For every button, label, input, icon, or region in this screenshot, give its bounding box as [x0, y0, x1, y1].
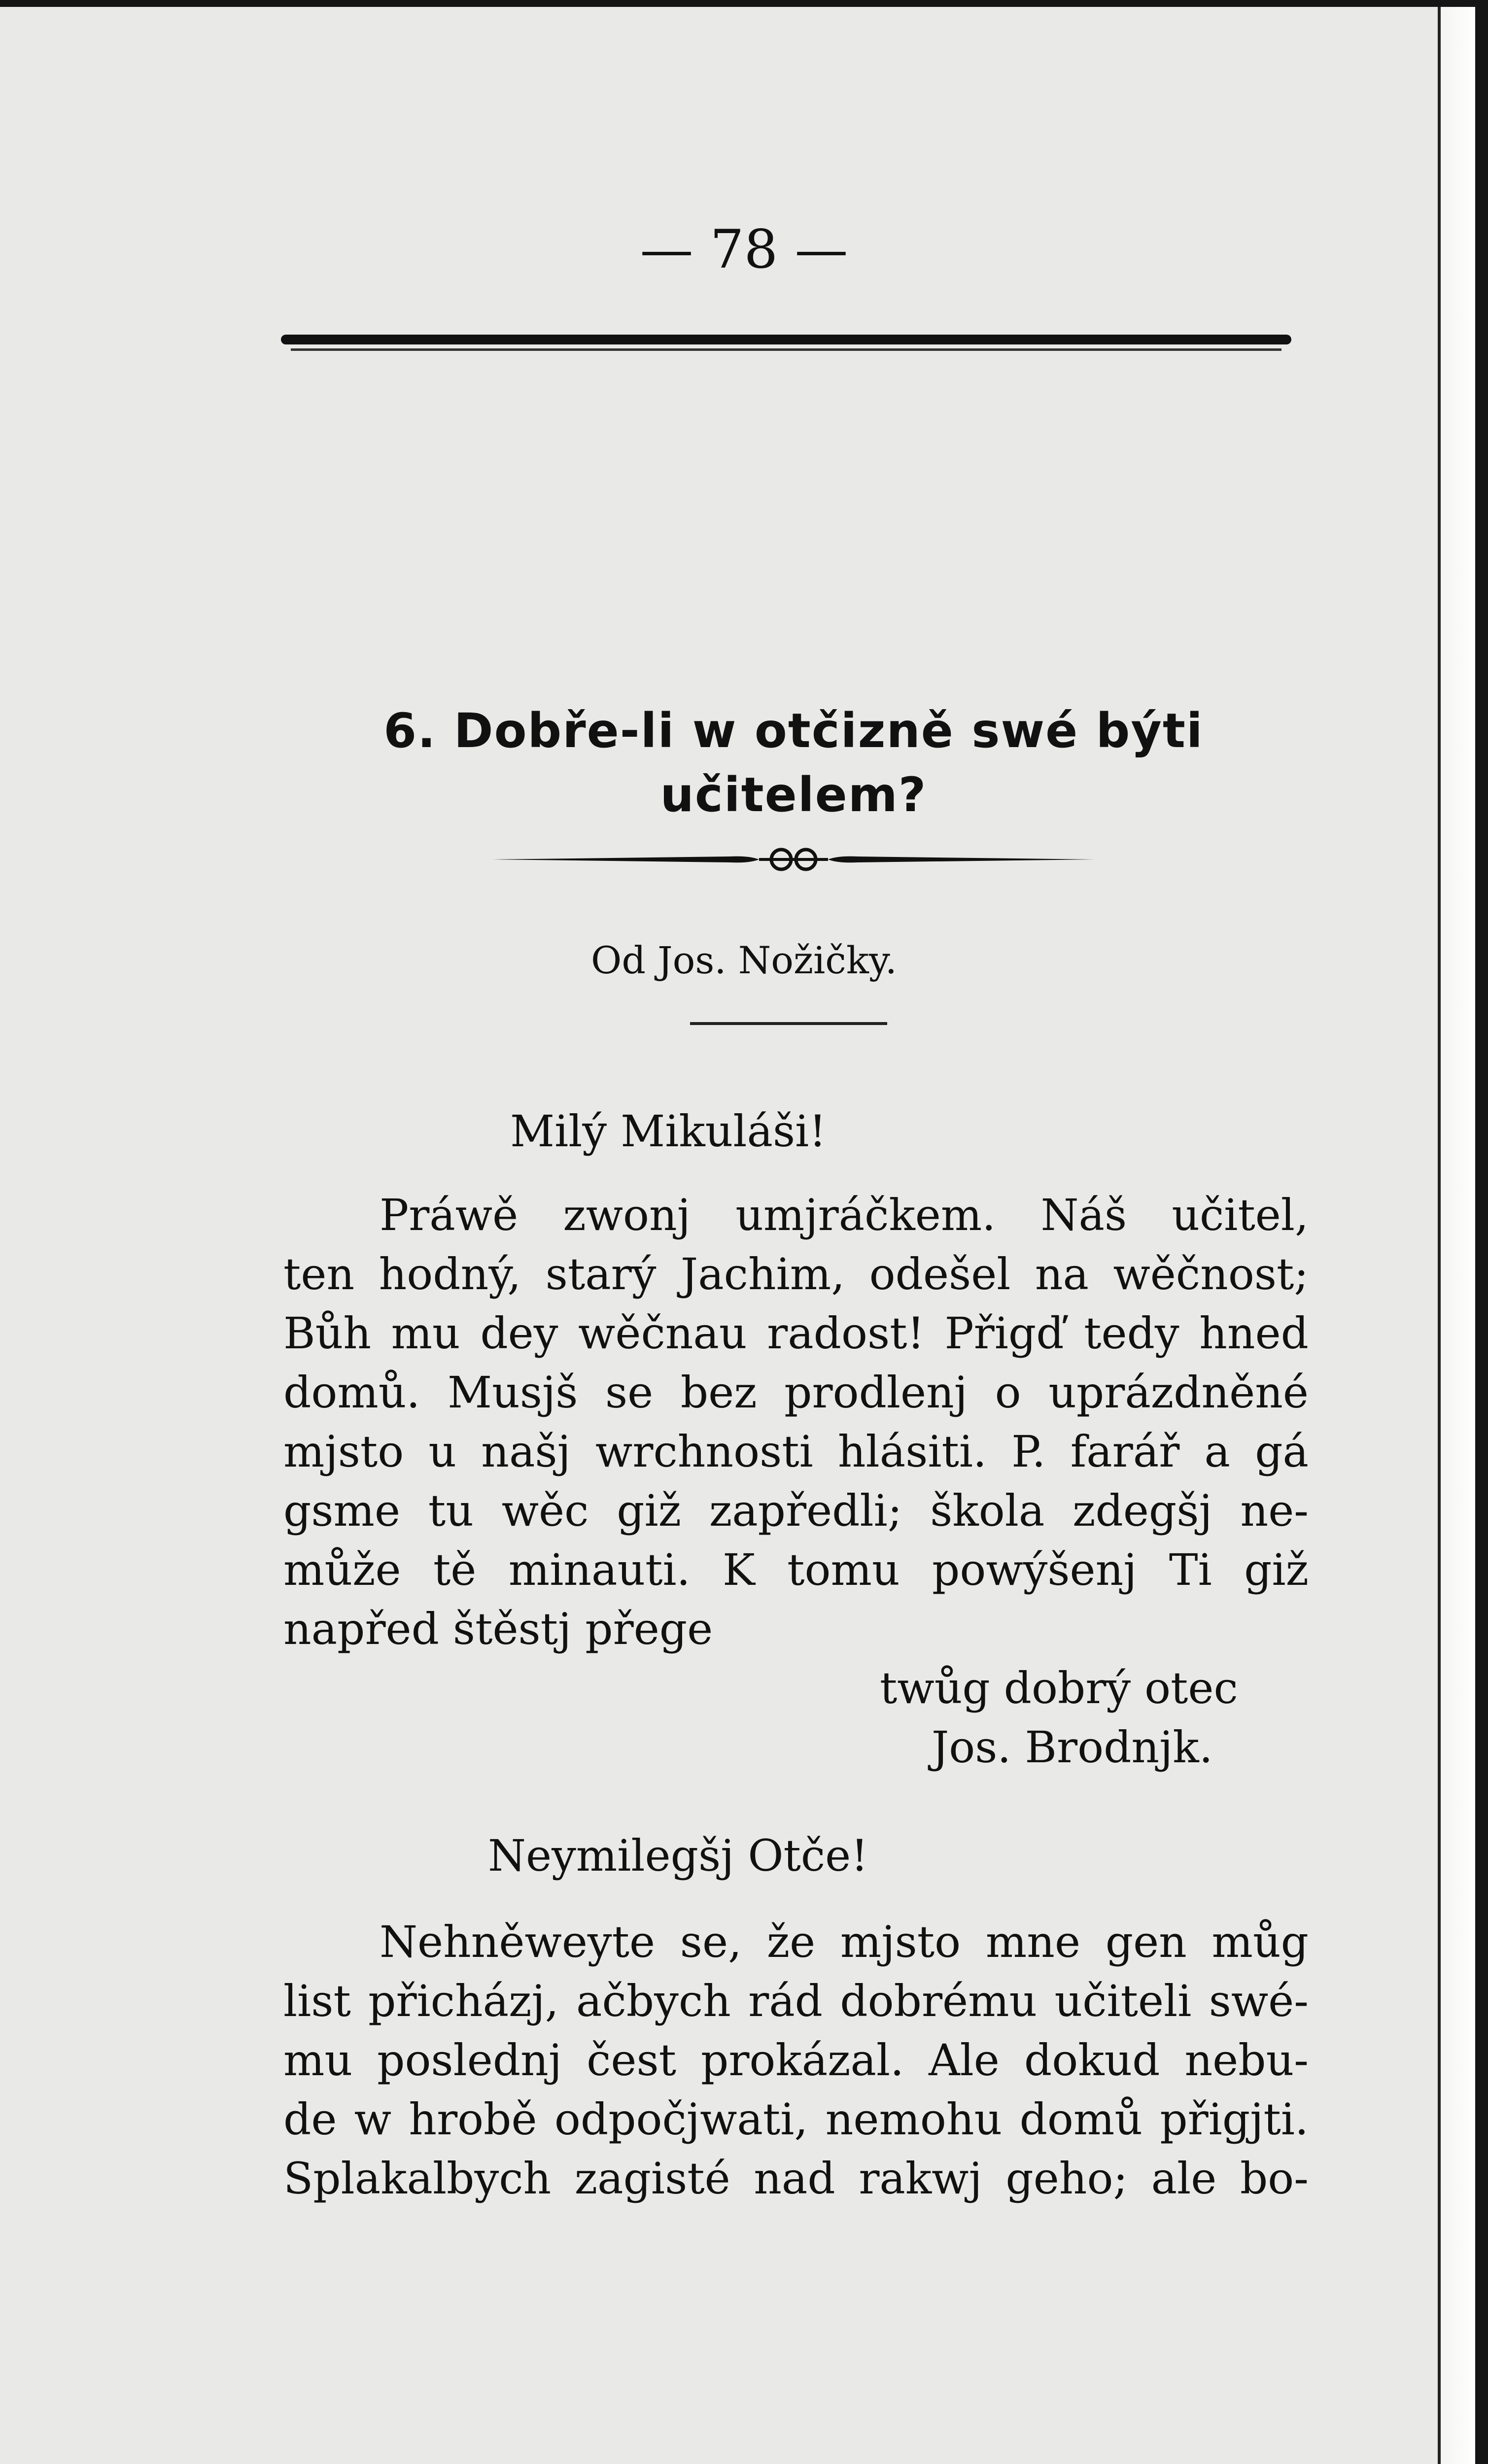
- letter1-line-7: může tě minauti. K tomu powýšenj Ti giž: [283, 1544, 1309, 1595]
- letter2-line-3: mu poslednj čest prokázal. Ale dokud nebu-: [283, 2035, 1309, 2086]
- letter2-greeting: Neymilegšj Otče!: [488, 1830, 868, 1881]
- letter2-line-1: Nehněweyte se, že mjsto mne gen můg: [380, 1916, 1309, 1967]
- letter1-line-2: ten hodný, starý Jachim, odešel na wěčnost;: [283, 1249, 1309, 1300]
- letter1-line-1: Práwě zwonj umjráčkem. Náš učitel,: [380, 1190, 1309, 1240]
- letter1-line-5: mjsto u našj wrchnosti hlásiti. P. farář a gá: [283, 1426, 1309, 1477]
- letter1-signature: Jos. Brodnjk.: [932, 1722, 1213, 1773]
- header-rule: [281, 335, 1291, 344]
- letter2-line-4: de w hrobě odpočjwati, nemohu domů přigjti.: [283, 2094, 1309, 2145]
- byline-rule: [690, 1022, 887, 1025]
- page-edge: [1438, 7, 1475, 2464]
- letter1-line-4: domů. Musjš se bez prodlenj o uprázdněné: [283, 1367, 1309, 1418]
- byline: Od Jos. Nožičky.: [591, 938, 897, 982]
- header-rule-thin: [291, 348, 1281, 351]
- letter1-line-3: Bůh mu dey wěčnau radost! Přigď tedy hned: [283, 1308, 1309, 1359]
- page-number: — 78 —: [640, 219, 848, 280]
- letter1-line-8: napřed štěstj přege: [283, 1604, 713, 1654]
- ornament-divider: [493, 845, 1094, 874]
- letter2-line-5: Splakalbych zagisté nad rakwj geho; ale bo-: [283, 2153, 1309, 2204]
- chapter-heading-line-1: 6. Dobře-li w otčizně swé býti: [383, 703, 1204, 758]
- letter1-closing: twůg dobrý otec: [880, 1663, 1238, 1713]
- chapter-heading-line-2: učitelem?: [660, 767, 927, 822]
- letter1-line-6: gsme tu wěc giž zapředli; škola zdegšj ne-: [283, 1485, 1309, 1536]
- letter1-greeting: Milý Mikuláši!: [510, 1106, 827, 1157]
- letter2-line-2: list přicházj, ačbych rád dobrému učiteli swé-: [283, 1976, 1309, 2026]
